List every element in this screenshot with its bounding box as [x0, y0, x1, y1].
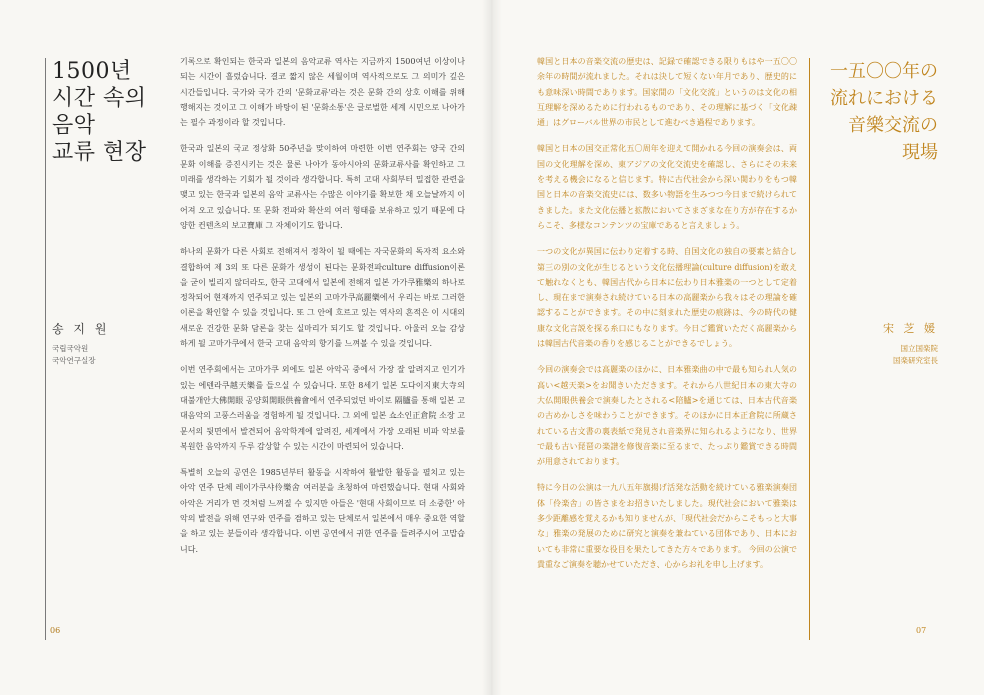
korean-role-line: 국립국악원 — [52, 344, 89, 353]
korean-author-role — [52, 343, 95, 367]
left-vertical-rule — [45, 58, 46, 640]
japanese-title-line: 現場 — [902, 142, 938, 163]
japanese-paragraph: 今回の演奏会では高麗楽のほかに、日本雅楽曲の中で最も知られ人気の高い<越天楽>をお聞きいただきます。それから八世紀日本の東大寺の大仏開眼供養会で演奏したとされる<陪臚>を通じては、日本古代音楽の古めかしさを味わうことができます。そのほかに日本正倉院に所蔵されている古文書の裏表紙で発見され音楽界に知られるようになり、世界で最も古い琵琶の楽譜を修復音楽に至るまで、たっぷり鑑賞できる時間が用意されております。 — [537, 365, 797, 467]
korean-title — [52, 58, 162, 166]
japanese-role-line: 国立国楽院 — [900, 344, 938, 353]
korean-paragraph: 한국과 일본의 국교 정상화 50주년을 맞이하여 마련한 이번 연주회는 양국 간의 문화 이해를 증진시키는 것은 물론 나아가 동아시아의 문화교류사를 확인하고 그 미래를 생각하는 기회가 될 것이라 생각합니다. 특히 고대 사회부터 밀접한 관련을 맺고 있는 한국과 일본의 음악 교류사는 수많은 이야기를 확보한 채 오늘날까지 이어져 오고 있습니다. 또 문화 전파와 확산의 여러 형태를 보유하고 있기 때문에 다양한 컨텐츠의 보고寶庫 그 자체이기도 합니다. — [180, 144, 465, 230]
korean-title-line: 시간 속의 — [52, 86, 147, 111]
japanese-title-line: 流れにおける — [830, 88, 938, 109]
japanese-author-role — [815, 343, 938, 367]
korean-title-line: 1500년 — [52, 59, 132, 84]
japanese-title-line: 音樂交流の — [848, 115, 938, 136]
korean-title-line: 음악 — [52, 113, 96, 138]
page-number-right: 07 — [916, 626, 927, 635]
korean-author-name: 송 지 원 — [52, 322, 110, 336]
korean-paragraph: 이번 연주회에서는 고마가쿠 외에도 일본 아악곡 중에서 가장 잘 알려지고 인기가 있는 에텐라쿠越天樂를 들으실 수 있습니다. 또한 8세기 일본 도다이지東大寺의 대불개안大佛開眼 공양회開眼供養會에서 연주되었던 바이로 隔臚를 통해 일본 고대음악의 고풍스러움을 경험하게 될 것입니다. 그 외에 일본 쇼소인正倉院 소장 고문서의 뒷면에서 발견되어 음악학계에 알려진, 세계에서 가장 오래된 비파 악보를 복원한 음악까지 두루 감상할 수 있는 시간이 마련되어 있습니다. — [180, 365, 465, 451]
book-gutter-shadow — [482, 0, 502, 695]
japanese-role-line: 国楽研究室長 — [893, 356, 938, 365]
korean-paragraph: 기록으로 확인되는 한국과 일본의 음악교류 역사는 지금까지 1500여년 이상이나 되는 시간이 흘렀습니다. 결코 짧지 않은 세월이며 역사적으로도 그 의미가 깊은 시간들입니다. 국가와 국가 간의 '문화교류'라는 것은 문화 간의 상호 이해를 위해 행해지는 것이고 그 이해가 바탕이 된 '문화소통'은 글로벌한 세계 시민으로 나아가는 필수 과정이라 할 것입니다. — [180, 57, 465, 128]
japanese-title-line: 一五〇〇年の — [830, 61, 938, 82]
japanese-body-text — [537, 54, 797, 583]
page-number-left: 06 — [50, 626, 61, 635]
korean-paragraph: 하나의 문화가 다른 사회로 전해져서 정착이 될 때에는 자국문화의 독자적 요소와 결합하여 제 3의 또 다른 문화가 생성이 된다는 문화전파culture diffusion이론을 굳이 빌리지 않더라도, 한국 고대에서 일본에 전해져 일본 가가쿠雅樂의 하나로 정착되어 현재까지 연주되고 있는 일본의 고마가쿠高麗樂에서 우리는 바로 그러한 이론을 확인할 수 있을 것입니다. 또 그 안에 흐르고 있는 역사의 흔적은 이 시대의 새로운 건강한 문화 담론을 찾는 실마리가 되기도 할 것입니다. 아울러 오늘 감상하게 될 고마가쿠에서 한국 고대 음악의 향기를 느껴볼 수 있을 것입니다. — [180, 247, 465, 349]
korean-role-line: 국악연구실장 — [52, 356, 96, 365]
korean-body-text — [180, 54, 465, 568]
japanese-paragraph: 韓国と日本の国交正常化五〇周年を迎えて開かれる今回の演奏会は、両国の文化理解を深め、東アジアの文化交流史を確認し、さらにその未来を考える機会になると信じます。特に古代社会から深い関わりをもつ韓国と日本の音楽交流史には、数多い物語を生みつつ今日まで続けられてきました。また文化伝播と拡散においてさまざまな在り方が存在するからこそ、多様なコンテンツの宝庫であると言えましょう。 — [537, 144, 797, 230]
japanese-author-name: 宋 芝 媛 — [883, 322, 938, 335]
korean-paragraph: 특별히 오늘의 공연은 1985년부터 활동을 시작하여 활발한 활동을 펼치고 있는 아악 연주 단체 레이가쿠샤伶樂舍 여러분을 초청하여 마련했습니다. 현대 사회와 아악은 거리가 먼 것처럼 느껴질 수 있지만 아들은 '현대 사회이므로 더 소중한' 아악의 발전을 위해 연구와 연주를 겸하고 있는 단체로서 일본에서 매우 중요한 역할을 하고 있는 분들이라 생각합니다. 이번 공연에서 귀한 연주를 들려주시어 고맙습니다. — [180, 468, 465, 554]
korean-title-line: 교류 현장 — [52, 140, 147, 165]
japanese-paragraph: 特に今日の公演は一九八五年旗揚げ活発な活動を続けている雅楽演奏団体「伶楽舎」の皆さまをお招きいたしました。現代社会において雅楽は多少距離感を覚えるかも知りませんが、「現代社会だからこそもっと大事な」雅楽の発展のために研究と演奏を兼ねている団体であり、日本においても非常に重要な役目を果たしてきた方々であります。 今回の公演で貴重なご演奏を聴かせていただき、心からお礼を申し上げます。 — [537, 483, 797, 569]
right-vertical-rule — [809, 58, 810, 640]
japanese-title — [815, 58, 938, 166]
japanese-paragraph: 一つの文化が異国に伝わり定着する時、自国文化の独自の要素と結合し第三の別の文化が生じるという文化伝播理論(culture diffusion)を敢えて触れなくとも、韓国古代から日本に伝わり日本雅楽の一つとして定着し、現在まで演奏され続けている日本の高麗楽から我々はその理論を確認することができます。その中に刻まれた歴史の痕跡は、今の時代の健康な文化言説を探る糸口にもなります。今日ご鑑賞いただく高麗楽からは韓国古代音楽の香りを感じることができるでしょう。 — [537, 247, 797, 349]
japanese-paragraph: 韓国と日本の音楽交流の歴史は、記録で確認できる限りもはや一五〇〇余年の時間が流れました。それは決して短くない年月であり、歴史的にも意味深い時間であります。国家間の「文化交流」というのは文化の相互理解を深めるために行われるものであり、その理解に基づく「文化疎通」はグローバル世界の市民として進むべき過程であります。 — [537, 57, 797, 128]
